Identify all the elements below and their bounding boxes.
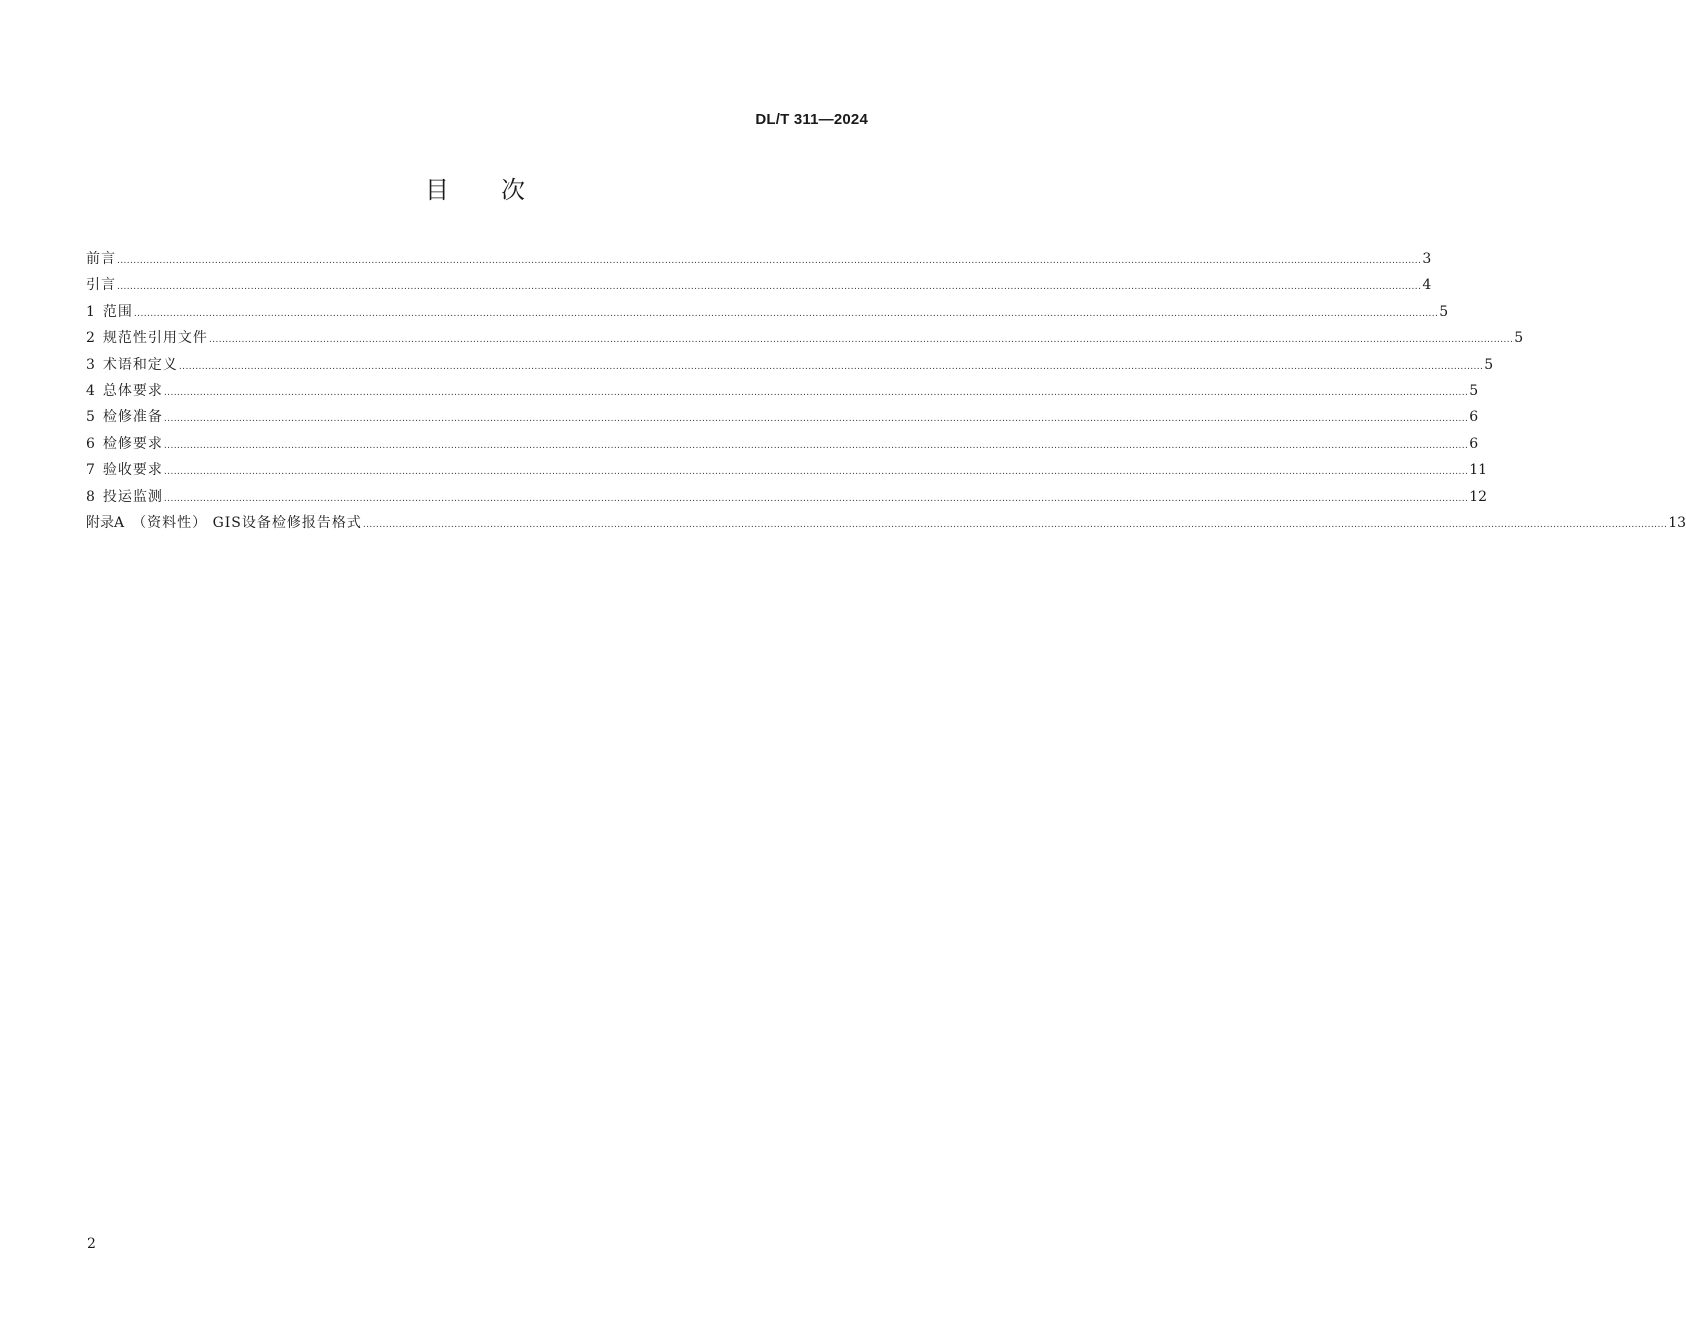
toc-entry-page: 5 [1514, 330, 1524, 347]
toc-entry-page: 12 [1469, 488, 1488, 505]
toc-entry-page: 6 [1469, 409, 1479, 426]
toc-title [0, 170, 950, 205]
toc-entry[interactable] [86, 274, 1432, 300]
toc-leader-dots: ................................................................................................................................................................................................................................................................................................................................................................................................................ [133, 308, 1439, 319]
toc-leader-dots: ................................................................................................................................................................................................................................................................................................................................................................................................................ [163, 467, 1469, 478]
toc-entry-number: 1 [86, 303, 95, 320]
toc-leader-dots: ................................................................................................................................................................................................................................................................................................................................................................................................................ [163, 387, 1469, 398]
toc-leader-dots: ................................................................................................................................................................................................................................................................................................................................................................................................................ [178, 361, 1484, 372]
table-of-contents [86, 248, 1686, 538]
toc-title-right: 次 [501, 176, 525, 204]
toc-entry[interactable] [86, 512, 1686, 538]
toc-entry-label: 前言 [86, 251, 116, 267]
toc-entry-label: 检修要求 [102, 435, 163, 452]
toc-entry[interactable] [86, 433, 1479, 459]
toc-leader-dots: ................................................................................................................................................................................................................................................................................................................................................................................................................ [163, 440, 1469, 451]
toc-entry[interactable] [86, 459, 1488, 485]
toc-leader-dots: ................................................................................................................................................................................................................................................................................................................................................................................................................ [163, 414, 1469, 425]
toc-entry-number: 6 [86, 435, 95, 452]
toc-entry-label: （资料性） GIS设备检修报告格式 [132, 514, 362, 531]
toc-entry[interactable] [86, 486, 1488, 512]
toc-entry[interactable] [86, 406, 1479, 432]
toc-entry-page: 13 [1668, 514, 1686, 531]
toc-entry-page: 6 [1469, 435, 1479, 452]
toc-entry-label: 投运监测 [102, 488, 163, 505]
toc-entry-page: 5 [1484, 356, 1494, 373]
toc-entry-number: 3 [86, 356, 95, 373]
toc-entry-label: 范围 [102, 303, 133, 320]
toc-entry-number: 4 [86, 382, 95, 399]
toc-entry-label: 术语和定义 [102, 356, 178, 373]
toc-leader-dots: ................................................................................................................................................................................................................................................................................................................................................................................................................ [117, 282, 1422, 293]
toc-entry[interactable] [86, 380, 1479, 406]
toc-entry-label: 检修准备 [102, 409, 163, 426]
toc-entry-number: 2 [86, 330, 95, 347]
toc-entry-page: 3 [1422, 251, 1432, 267]
toc-title-left: 目 [425, 176, 449, 204]
toc-entry[interactable] [86, 248, 1432, 274]
toc-leader-dots: ................................................................................................................................................................................................................................................................................................................................................................................................................ [163, 493, 1469, 504]
toc-entry[interactable] [86, 301, 1449, 327]
toc-entry-number: 7 [86, 462, 95, 479]
toc-entry-page: 4 [1422, 277, 1432, 294]
toc-entry[interactable] [86, 327, 1524, 353]
toc-entry-page: 5 [1469, 382, 1479, 399]
toc-entry-label: 引言 [86, 277, 116, 294]
toc-entry-label: 规范性引用文件 [102, 330, 208, 347]
toc-entry-number: 附录A [86, 514, 125, 531]
toc-entry-label: 总体要求 [102, 382, 163, 399]
toc-entry-number: 5 [86, 409, 95, 426]
toc-leader-dots: ................................................................................................................................................................................................................................................................................................................................................................................................................ [362, 519, 1668, 530]
toc-leader-dots: ................................................................................................................................................................................................................................................................................................................................................................................................................ [208, 335, 1514, 346]
toc-entry-number: 8 [86, 488, 95, 505]
page-number: 2 [87, 1236, 96, 1252]
toc-entry[interactable] [86, 354, 1494, 380]
toc-entry-page: 11 [1469, 462, 1488, 479]
toc-entry-label: 验收要求 [102, 462, 163, 479]
toc-leader-dots: ................................................................................................................................................................................................................................................................................................................................................................................................................ [117, 256, 1422, 266]
toc-entry-page: 5 [1439, 303, 1449, 320]
standard-number: DL/T 311—2024 [755, 111, 868, 128]
